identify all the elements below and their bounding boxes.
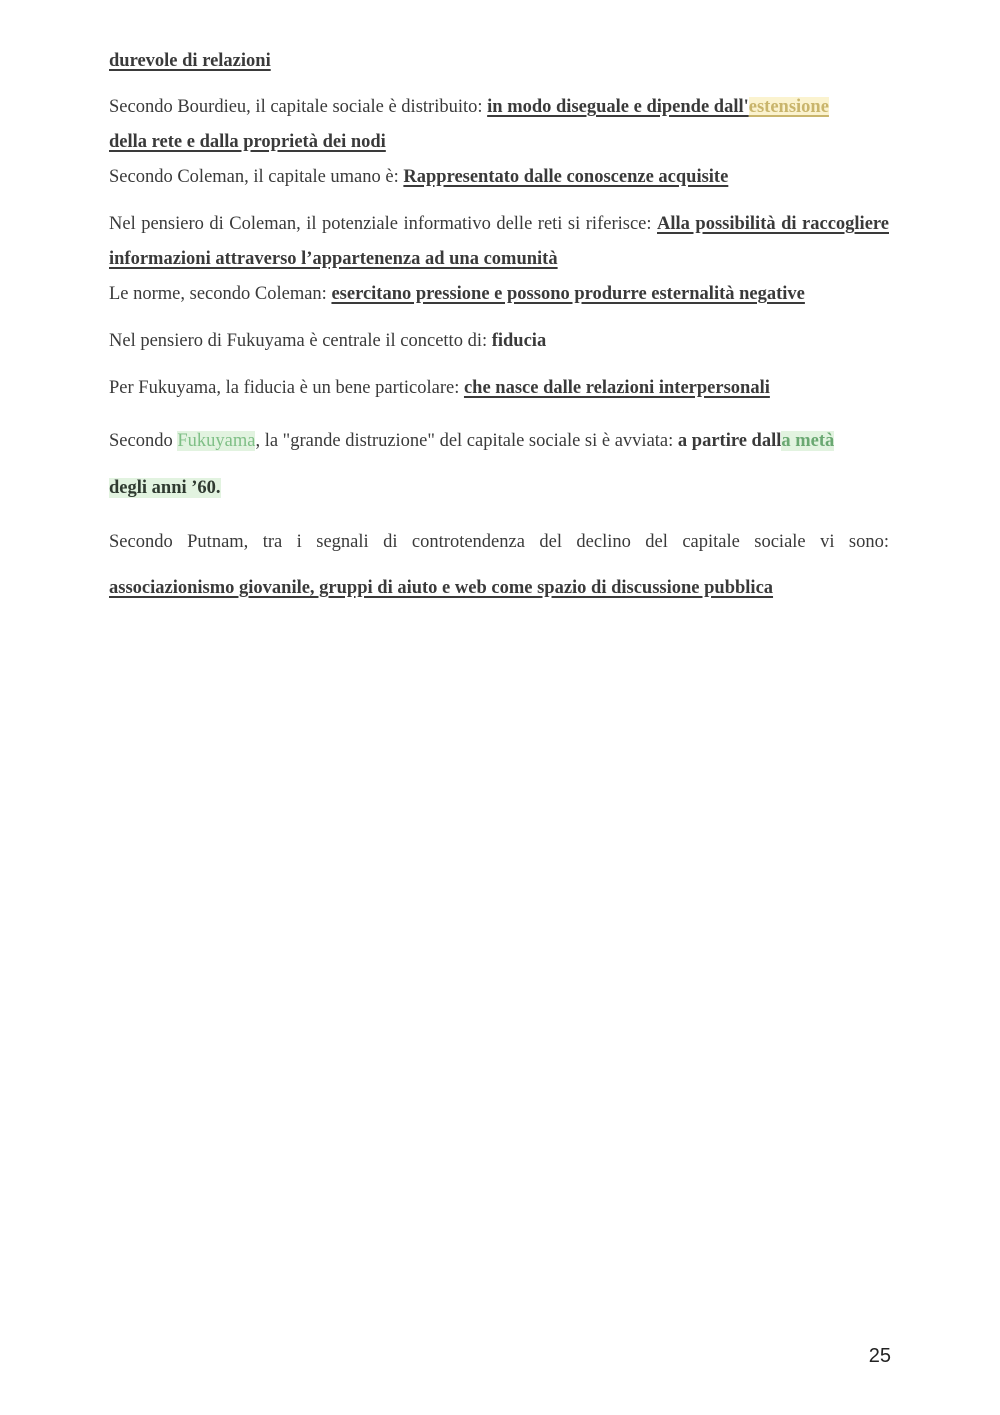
qa-fukuyama-great-disruption xyxy=(109,418,889,512)
qa-bourdieu-distribution xyxy=(109,90,889,160)
question-text: Nel pensiero di Coleman, il potenziale informativo delle reti si riferisce: xyxy=(109,214,658,234)
highlighted-question-text: Fukuyama xyxy=(177,431,256,451)
answer-text: fiducia xyxy=(491,331,547,351)
answer-text: associazionismo giovanile, gruppi di aiuto e web come spazio di discussione pubblica xyxy=(109,578,774,598)
qa-coleman-human-capital xyxy=(109,160,889,195)
page-body xyxy=(109,44,889,611)
answer-text: a partire dall xyxy=(677,431,782,451)
answer-line-1 xyxy=(109,44,889,79)
qa-fukuyama-central-concept xyxy=(109,324,889,359)
highlighted-answer-text-continued: degli anni ’60. xyxy=(109,478,221,498)
answer-text: Rappresentato dalle conoscenze acquisite xyxy=(403,167,729,187)
qa-coleman-norms xyxy=(109,277,889,312)
answer-text: in modo diseguale e dipende dall' xyxy=(487,97,749,117)
question-text: Secondo Putnam, tra i segnali di controtendenza del declino del capitale sociale vi sono: xyxy=(109,532,889,552)
question-text: Nel pensiero di Fukuyama è centrale il concetto di: xyxy=(109,331,492,351)
qa-fukuyama-trust xyxy=(109,371,889,406)
answer-text: esercitano pressione e possono produrre esternalità negative xyxy=(331,284,805,304)
answer-text: Alla possibilità di raccogliere informazioni attraverso l’appartenenza ad una comunità xyxy=(109,214,889,269)
question-text-continued: , la "grande distruzione" del capitale sociale si è avviata: xyxy=(255,431,678,451)
question-text: Le norme, secondo Coleman: xyxy=(109,284,332,304)
answer-text: che nasce dalle relazioni interpersonali xyxy=(463,378,770,398)
question-text: Secondo Bourdieu, il capitale sociale è distribuito: xyxy=(109,97,488,117)
question-text: Secondo Coleman, il capitale umano è: xyxy=(109,167,404,187)
qa-coleman-information-potential xyxy=(109,207,889,277)
answer-text-continued: della rete e dalla proprietà dei nodi xyxy=(109,132,386,152)
highlighted-answer-text: a metà xyxy=(781,431,835,451)
answer-text: durevole di relazioni xyxy=(109,51,271,71)
question-text: Secondo xyxy=(109,431,178,451)
qa-putnam-countertrend xyxy=(109,519,889,611)
highlighted-answer-text: estensione xyxy=(748,97,829,117)
question-text: Per Fukuyama, la fiducia è un bene particolare: xyxy=(109,378,464,398)
page-number: 25 xyxy=(868,1345,891,1367)
